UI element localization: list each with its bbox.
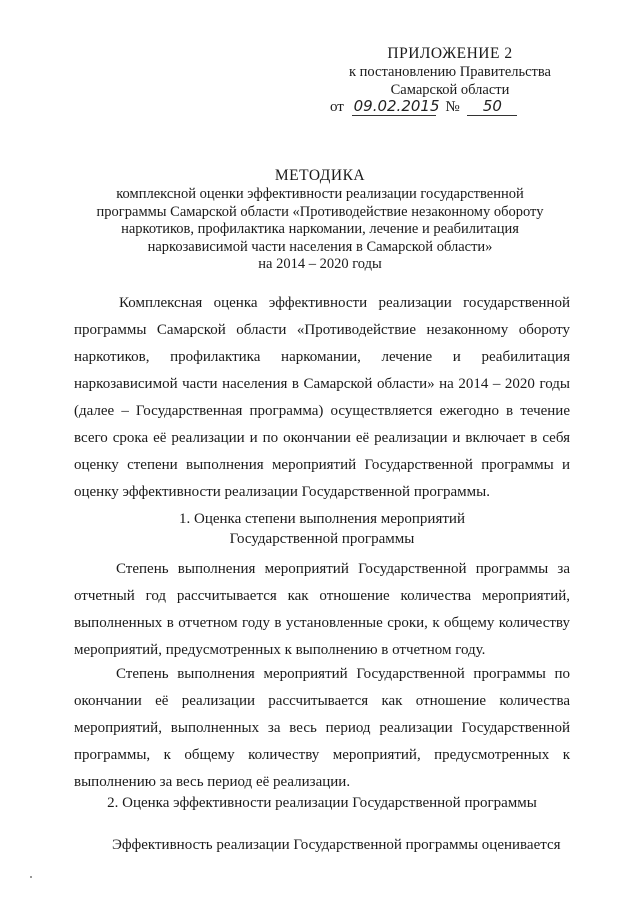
- handwritten-date: 09.02.2015: [353, 97, 440, 115]
- section-2-heading: 2. Оценка эффективности реализации Государственной программы: [107, 795, 537, 811]
- section-1-heading-line-1: 1. Оценка степени выполнения мероприятий: [179, 511, 465, 527]
- appendix-line-2: Самарской области: [390, 82, 510, 98]
- appendix-title: ПРИЛОЖЕНИЕ 2: [387, 45, 513, 62]
- decree-reference: [330, 97, 517, 116]
- section-1-heading-line-2: Государственной программы: [229, 531, 415, 547]
- section-1-heading: [74, 509, 570, 549]
- intro-paragraph: Комплексная оценка эффективности реализации государственной программы Самарской области «Противодействие незаконному обороту наркотиков, профилактика наркомании, лечение и реабилитация наркозависимой части населения в Самарской области» на 2014 – 2020 годы (далее – Государственная программа) осуществляется ежегодно в течение всего срока её реализации и по окончании её реализации и включает в себя оценку степени выполнения мероприятий Государственной программы и оценку эффективности реализации Государственной программы.: [74, 295, 570, 500]
- title-line-5: на 2014 – 2020 годы: [258, 256, 382, 272]
- document-title: [40, 166, 600, 274]
- section-1-paragraph-2: Степень выполнения мероприятий Государственной программы по окончании её реализации рассчитывается как отношение количества мероприятий, выполненных за весь период реализации Государственной программы, к общему количеству мероприятий, предусмотренных к выполнению за весь период её реализации.: [74, 666, 570, 790]
- ref-prefix: от: [330, 99, 344, 115]
- ref-number-label: №: [445, 99, 460, 115]
- appendix-block: [300, 44, 600, 99]
- title-line-1: комплексной оценки эффективности реализации государственной: [116, 186, 524, 202]
- title-line-2: программы Самарской области «Противодействие незаконному обороту: [96, 203, 544, 220]
- title-heading: МЕТОДИКА: [274, 167, 366, 184]
- handwritten-number: 50: [467, 97, 517, 116]
- scan-speck: [30, 876, 32, 878]
- section-1-paragraph-1: Степень выполнения мероприятий Государственной программы за отчетный год рассчитывается как отношение количества мероприятий, выполненных в отчетном году в установленные сроки, к общему количеству мероприятий, предусмотренных к выполнению в отчетном году.: [74, 561, 570, 658]
- section-2-paragraph-1: Эффективность реализации Государственной программы оценивается: [112, 837, 561, 853]
- title-line-4: наркозависимой части населения в Самарской области»: [147, 238, 493, 255]
- title-line-3: наркотиков, профилактика наркомании, лечение и реабилитация: [121, 221, 519, 237]
- appendix-line-1: к постановлению Правительства: [349, 64, 551, 80]
